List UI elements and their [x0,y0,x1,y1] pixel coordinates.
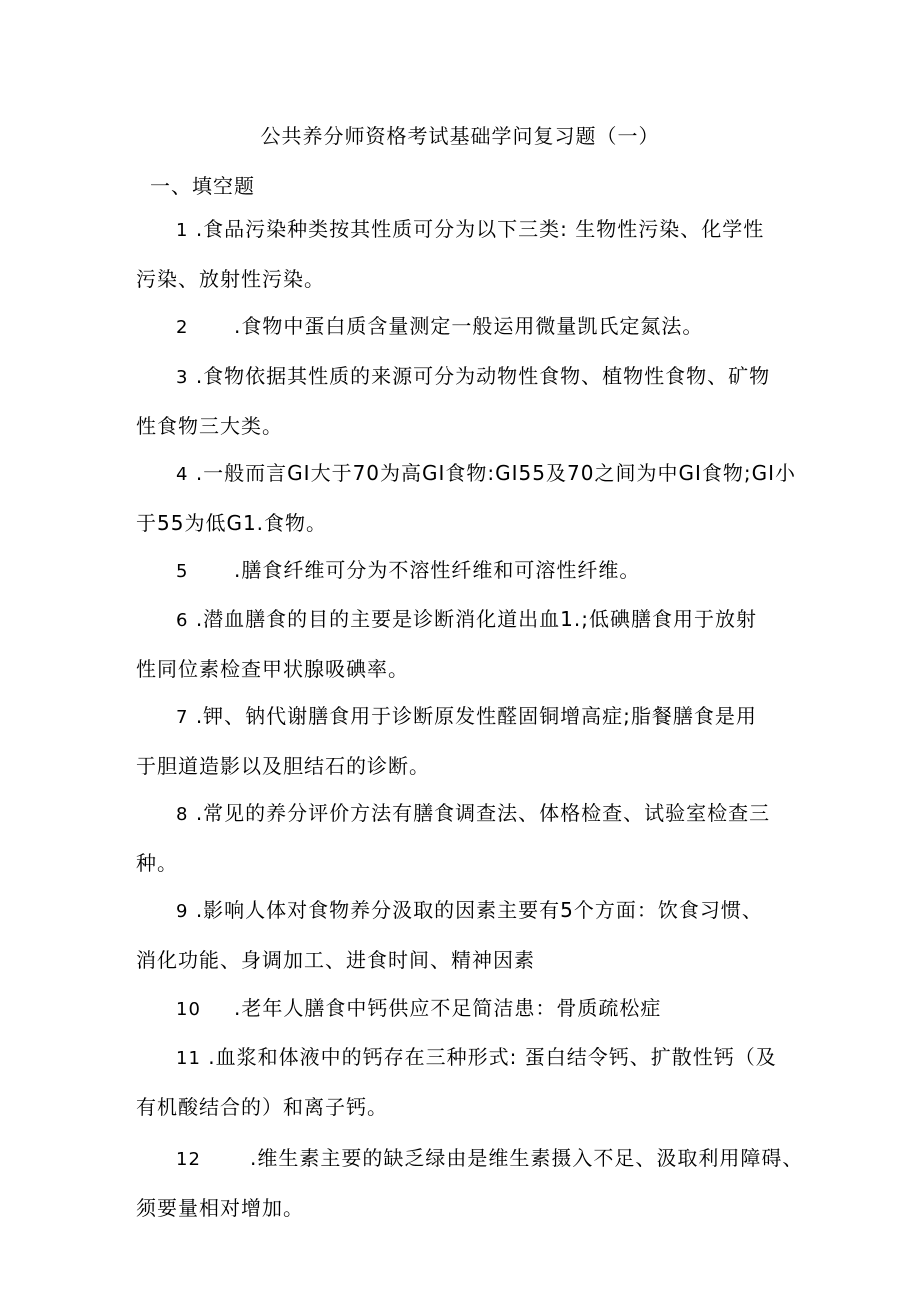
item-text: .食物中蛋白质含量测定一般运用微量凯氏定氮法。 [234,314,704,338]
list-item [136,984,796,1034]
item-number: 2 [176,317,189,338]
item-text-continuation: 性食物三大类。 [136,414,283,438]
item-text-continuation: 性同位素检查甲状腺吸碘率。 [136,657,409,681]
item-text: .维生素主要的缺乏绿由是维生素摄入不足、汲取利用障碍、 [250,1146,804,1170]
list-item [136,302,796,352]
item-text-continuation: 于55为低G1.食物。 [136,511,328,535]
item-number: 12 [176,1149,201,1170]
list-item [136,789,796,887]
page-title: 公共养分师资格考试基础学问复习题（一） [260,124,660,148]
list-item [136,886,796,984]
list-item [136,595,796,693]
item-text: .食品污染种类按其性质可分为以下三类: 生物性污染、化学性 [195,217,765,241]
list-item [136,546,796,596]
item-text: .膳食纤维可分为不溶性纤维和可溶性纤维。 [234,558,641,582]
item-text: .血浆和体液中的钙存在三种形式: 蛋白结令钙、扩散性钙（及 [208,1045,777,1069]
item-text: .潜血膳食的目的主要是诊断消化道出血1.;低碘膳食用于放射 [195,607,757,631]
item-text: .钾、钠代谢膳食用于诊断原发性醛固铜增高症;脂餐膳食是用 [195,704,757,728]
item-text: .影响人体对食物养分汲取的因素主要有5个方面：饮食习惯、 [195,898,763,922]
item-number: 11 [176,1048,201,1069]
list-item [136,205,796,303]
list-item [136,1033,796,1131]
list-item [136,449,796,547]
item-text: .一般而言GI大于70为高GI食物:GI55及70之间为中GI食物;GI小 [195,461,796,485]
item-number: 8 [176,804,189,825]
section-heading: 一、填空题 [150,174,255,198]
item-text-continuation: 消化功能、身调加工、进食时间、精神因素 [136,948,535,972]
item-text-continuation: 有机酸结合的）和离子钙。 [136,1095,388,1119]
item-number: 3 [176,367,189,388]
list-item [136,692,796,790]
item-number: 1 [176,220,189,241]
item-text: .食物依据其性质的来源可分为动物性食物、植物性食物、矿物 [195,364,771,388]
item-number: 9 [176,901,189,922]
item-number: 7 [176,707,189,728]
item-number: 6 [176,610,189,631]
item-text-continuation: 种。 [136,851,178,875]
list-item [136,352,796,450]
item-number: 10 [176,999,201,1020]
list-item [136,1134,804,1232]
item-number: 5 [176,561,189,582]
item-text: .常见的养分评价方法有膳食调查法、体格检查、试验室检查三 [195,801,771,825]
item-text-continuation: 须要量相对增加。 [136,1196,304,1220]
item-text-continuation: 于胆道造影以及胆结石的诊断。 [136,754,430,778]
item-text-continuation: 污染、放射性污染。 [136,267,325,291]
item-text: .老年人膳食中钙供应不足简洁患：骨质疏松症 [234,996,662,1020]
item-number: 4 [176,464,189,485]
